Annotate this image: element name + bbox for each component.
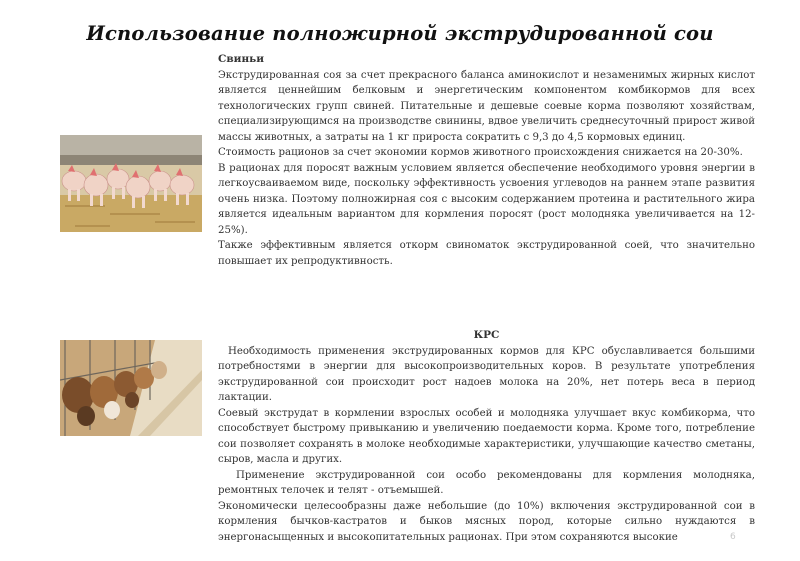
page-title: Использование полножирной экструдированной сои [86, 22, 714, 45]
pigs-section [218, 52, 755, 269]
page-number: 6 [730, 532, 736, 542]
pigs-paragraph: Экструдированная соя за счет прекрасного баланса аминокислот и незаменимых жирных кислот является ценнейшим белковым и энергетическим компонентом комбикормов для всех технологических групп свиней. Питательные и дешевые соевые корма позволяют хозяйствам, специализирующимся на производстве свинины, вдвое увеличить среднесуточный прирост живой массы животных, а затраты на 1 кг прироста сократить с 9,3 до 4,5 кормовых единиц. [218, 69, 755, 143]
pigs-paragraph: Также эффективным является откорм свиноматок экструдированной соей, что значительно повышает их репродуктивность. [218, 240, 755, 267]
cattle-paragraph: Экономически целесообразны даже небольшие (до 10%) включения экструдированной сои в кормления бычков-кастратов и быков мясных пород, которые сильно нуждаются в энергонасыщенных и высокопитательных рационах. При этом сохраняются высокие [218, 500, 755, 543]
pigs-heading: Свиньи [218, 53, 265, 65]
pigs-photo [60, 135, 202, 232]
cattle-heading: КРС [473, 329, 500, 341]
cattle-section [218, 328, 755, 545]
cows-photo [60, 340, 202, 436]
cattle-paragraph: Необходимость применения экструдированных кормов для КРС обуславливается большими потребностями в энергии для высокопроизводительных коров. В результате употребления экструдированной сои происходит рост надоев молока на 20%, нет потерь веса в период лактации. [218, 345, 755, 403]
pigs-paragraph: Стоимость рационов за счет экономии кормов животного происхождения снижается на 20-30%. [218, 147, 743, 158]
cattle-paragraph: Применение экструдированной сои особо рекомендованы для кормления молодняка, ремонтных телочек и телят - отъемышей. [218, 469, 755, 496]
pigs-paragraph: В рационах для поросят важным условием является обеспечение необходимого уровня энергии в легкоусваиваемом виде, поскольку эффективность усвоения углеводов на раннем этапе развития очень низка. Поэтому полножирная соя с высоким содержанием протеина и растительного жира является идеальным вариантом для кормления поросят (рост молодняка увеличивается на 12-25%). [218, 162, 755, 236]
cattle-paragraph: Соевый экструдат в кормлении взрослых особей и молодняка улучшает вкус комбикорма, что способствует быстрому привыканию и увеличению поедаемости корма. Кроме того, потребление сои позволяет сохранять в молоке необходимые характеристики, улучшающие качество сметаны, сыров, масла и других. [218, 407, 755, 465]
